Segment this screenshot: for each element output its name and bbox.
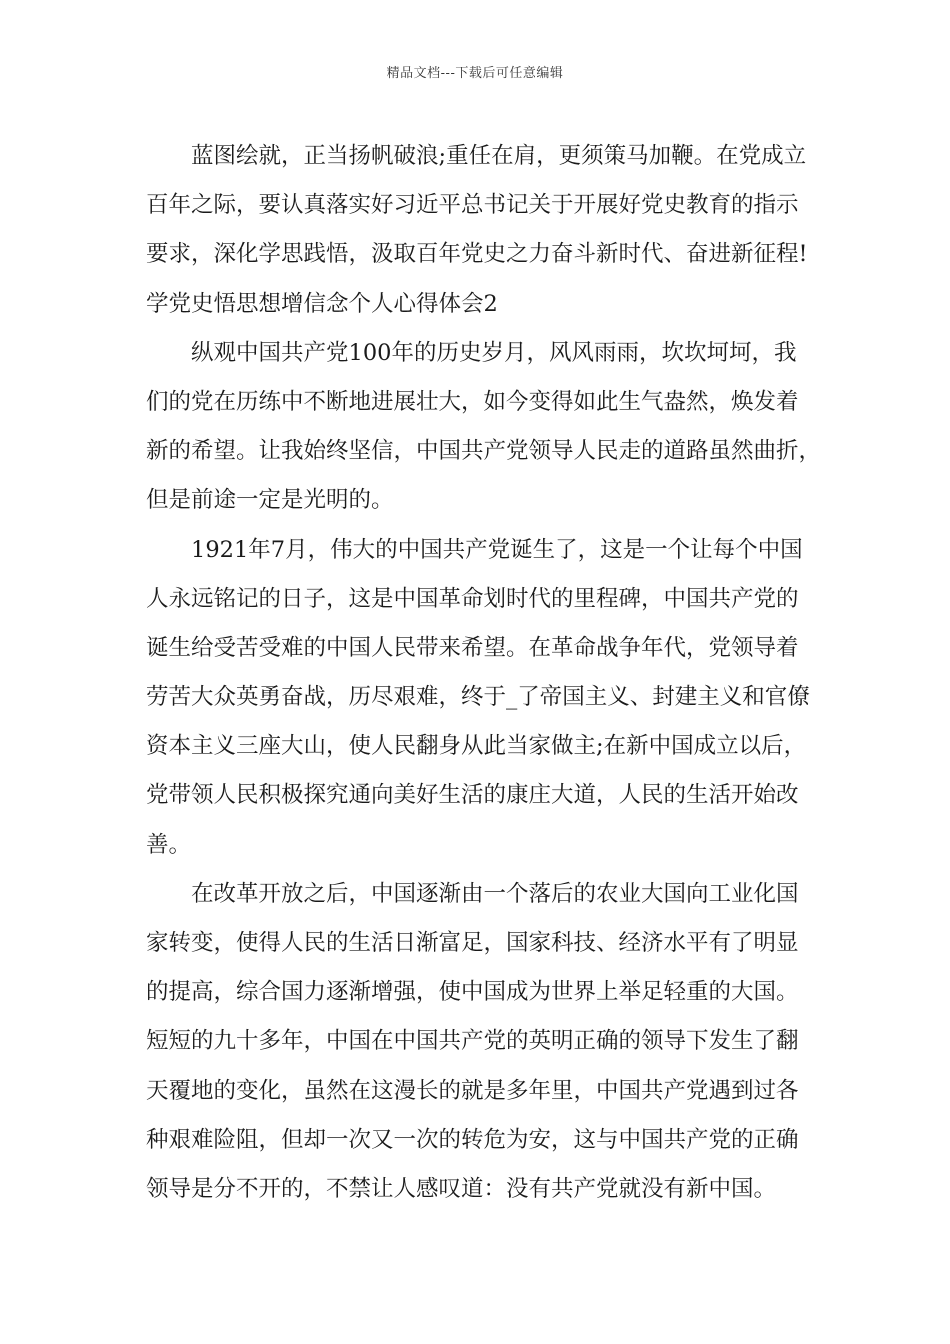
text-line: 但是前途一定是光明的。	[146, 487, 394, 514]
section-heading: 学党史悟思想增信念个人心得体会2	[146, 290, 498, 317]
text-line: 种艰难险阻，但却一次又一次的转危为安，这与中国共产党的正确	[146, 1126, 799, 1153]
text-line: 蓝图绘就，正当扬帆破浪;重任在肩，更须策马加鞭。在党成立	[191, 143, 807, 169]
text-line: 新的希望。让我始终坚信，中国共产党领导人民走的道路虽然曲折，	[146, 438, 822, 465]
text-line: 短短的九十多年，中国在中国共产党的英明正确的领导下发生了翻	[146, 1028, 799, 1055]
text-line: 资本主义三座大山，使人民翻身从此当家做主;在新中国成立以后，	[146, 733, 807, 760]
page-header: 精品文档---下载后可任意编辑	[386, 66, 564, 81]
text-line: 的提高，综合国力逐渐增强，使中国成为世界上举足轻重的大国。	[146, 979, 799, 1006]
document-body	[146, 132, 826, 1214]
text-line: 百年之际，要认真落实好习近平总书记关于开展好党史教育的指示	[146, 192, 799, 219]
text-line: 党带领人民积极探究通向美好生活的康庄大道，人民的生活开始改	[146, 782, 799, 809]
text-line: 领导是分不开的，不禁让人感叹道：没有共产党就没有新中国。	[146, 1175, 777, 1202]
text-line: 劳苦大众英勇奋战，历尽艰难，终于_了帝国主义、封建主义和官僚	[146, 684, 810, 711]
text-line: 们的党在历练中不断地进展壮大，如今变得如此生气盎然，焕发着	[146, 388, 799, 415]
text-line: 善。	[146, 831, 192, 858]
text-line: 天覆地的变化，虽然在这漫长的就是多年里，中国共产党遇到过各	[146, 1077, 799, 1104]
text-line: 家转变，使得人民的生活日渐富足，国家科技、经济水平有了明显	[146, 930, 799, 956]
text-line: 在改革开放之后，中国逐渐由一个落后的农业大国向工业化国	[191, 880, 799, 907]
text-line: 纵观中国共产党100年的历史岁月，风风雨雨，坎坎坷坷，我	[191, 339, 797, 366]
text-line: 1921年7月，伟大的中国共产党诞生了，这是一个让每个中国	[191, 536, 803, 563]
text-line: 要求，深化学思践悟，汲取百年党史之力奋斗新时代、奋进新征程!	[146, 241, 808, 268]
text-line: 诞生给受苦受难的中国人民带来希望。在革命战争年代，党领导着	[146, 634, 799, 661]
text-line: 人永远铭记的日子，这是中国革命划时代的里程碑，中国共产党的	[146, 585, 799, 612]
